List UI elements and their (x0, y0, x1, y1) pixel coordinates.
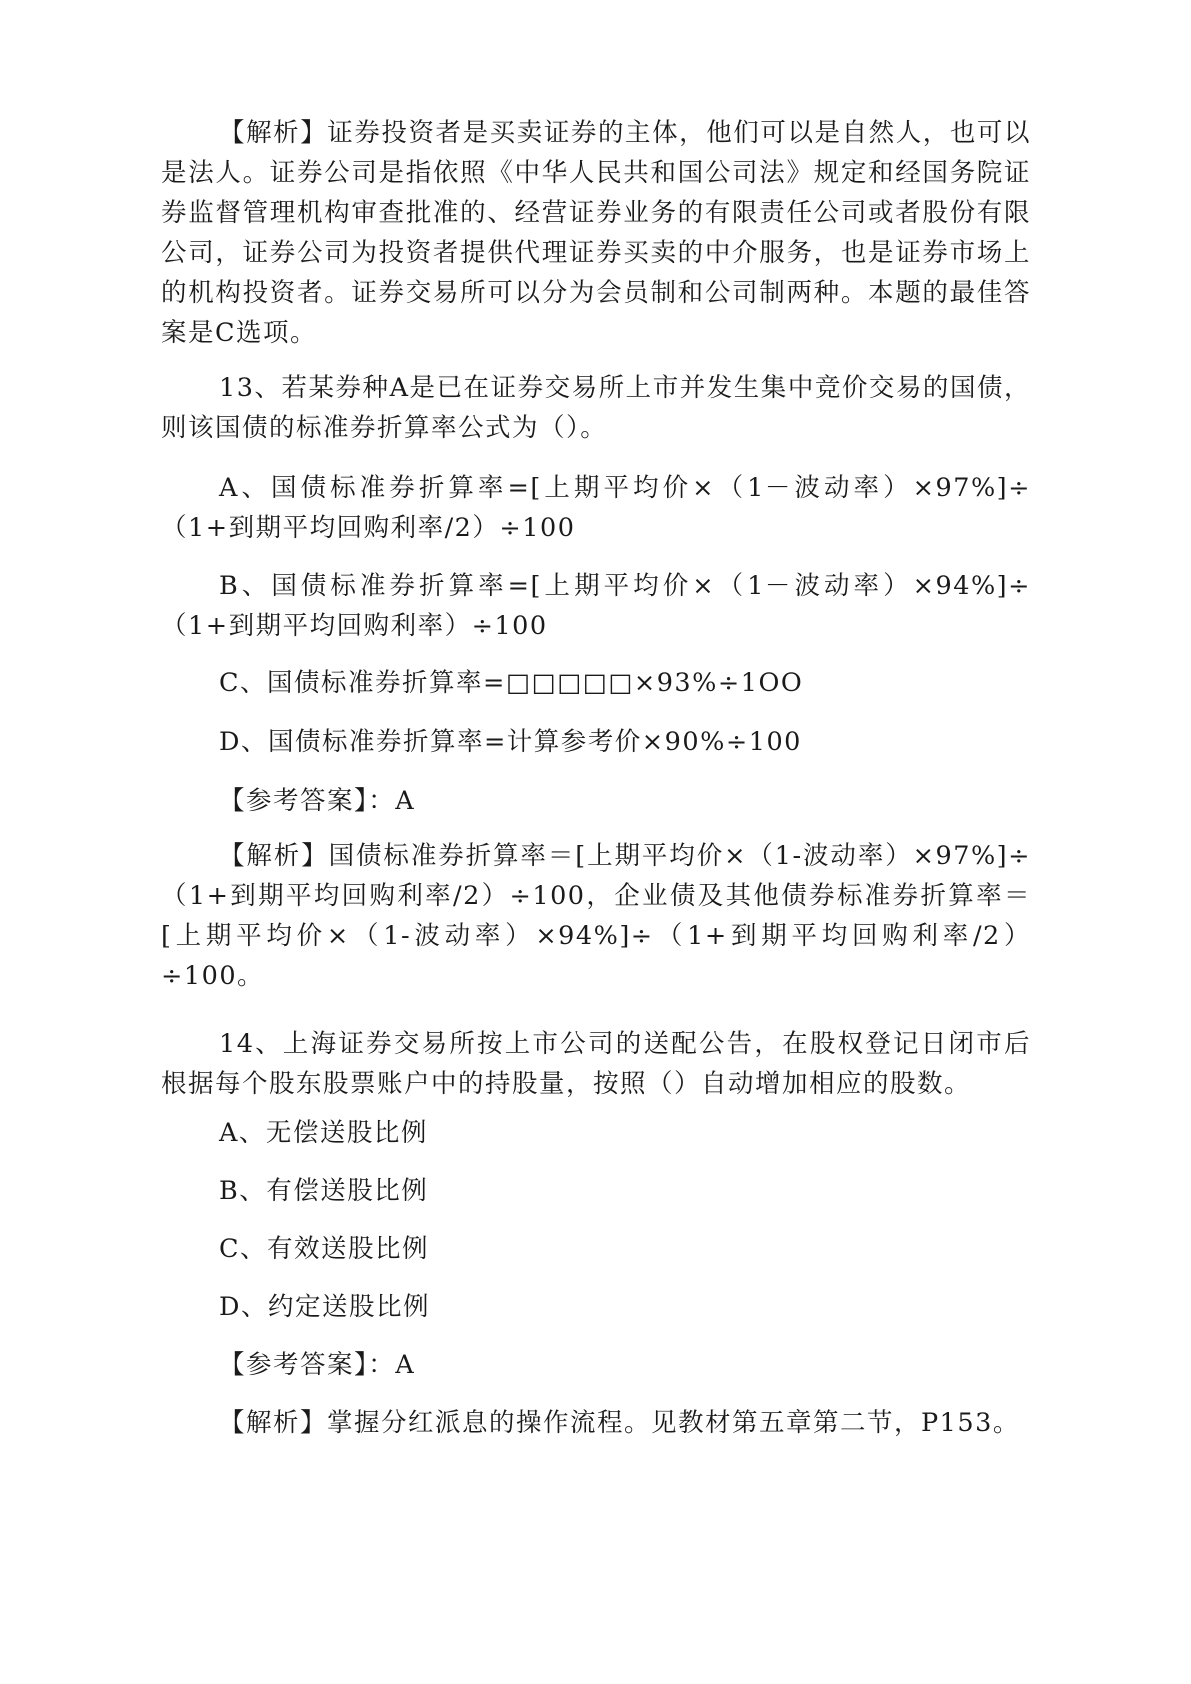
question-14-option-c: C、有效送股比例 (219, 1234, 430, 1264)
question-13-option-c: C、国债标准券折算率=□□□□□×93%÷1OO (219, 668, 804, 698)
question-13-option-a: A、国债标准券折算率=[上期平均价×（1－波动率）×97%]÷（1+到期平均回购利率/2）÷100 (161, 473, 1031, 543)
question-13-stem: 13、若某券种A是已在证券交易所上市并发生集中竞价交易的国债，则该国债的标准券折算率公式为（）。 (161, 373, 1031, 443)
explanation-q12: 【解析】证券投资者是买卖证券的主体，他们可以是自然人，也可以是法人。证券公司是指依照《中华人民共和国公司法》规定和经国务院证券监督管理机构审查批准的、经营证券业务的有限责任公司或者股份有限公司，证券公司为投资者提供代理证券买卖的中介服务，也是证券市场上的机构投资者。证券交易所可以分为会员制和公司制两种。本题的最佳答案是C选项。 (161, 118, 1031, 348)
question-14-option-d: D、约定送股比例 (219, 1292, 430, 1322)
question-13-explanation: 【解析】国债标准券折算率＝[上期平均价×（1-波动率）×97%]÷（1+到期平均回购利率/2）÷100，企业债及其他债券标准券折算率＝[上期平均价×（1-波动率）×94%]÷（1+到期平均回购利率/2）÷100。 (161, 841, 1031, 991)
question-14-option-b: B、有偿送股比例 (219, 1176, 429, 1206)
question-14-explanation: 【解析】掌握分红派息的操作流程。见教材第五章第二节，P153。 (219, 1408, 1020, 1438)
question-13-option-b: B、国债标准券折算率=[上期平均价×（1－波动率）×94%]÷（1+到期平均回购利率）÷100 (161, 571, 1031, 641)
question-14-option-a: A、无偿送股比例 (219, 1118, 428, 1148)
question-13-option-d: D、国债标准券折算率=计算参考价×90%÷100 (219, 727, 802, 757)
question-13-answer: 【参考答案】：A (219, 786, 416, 816)
question-14-answer: 【参考答案】：A (219, 1350, 416, 1380)
question-14-stem: 14、上海证券交易所按上市公司的送配公告，在股权登记日闭市后根据每个股东股票账户中的持股量，按照（）自动增加相应的股数。 (161, 1029, 1031, 1099)
